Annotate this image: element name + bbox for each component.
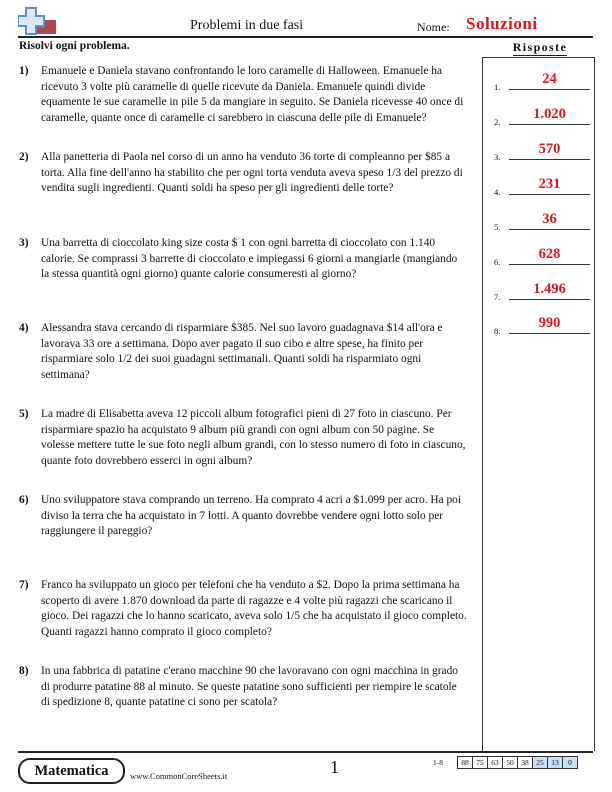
answer-value: 990 [538,315,561,331]
answer-line [509,124,590,125]
answer-number: 3. [494,152,501,162]
name-label: Nome: [417,20,450,34]
footer-divider [18,751,593,753]
answer-line [509,264,590,265]
score-cell: 0 [563,757,578,769]
page-title: Problemi in due fasi [190,18,304,33]
problem-number: 6) [19,494,29,506]
solutions-label: Soluzioni [466,14,538,33]
page-number: 1 [330,757,339,777]
answer-line [509,229,590,230]
answer-5 [490,212,590,232]
answer-number: 4. [494,187,501,197]
score-cell: 13 [548,757,563,769]
answer-line [509,333,590,334]
problem-5 [19,407,467,470]
problem-text: Uno sviluppatore stava comprando un terreno. Ha comprato 4 acri a $1.099 per acro. Ha poi diviso la terra che ha acquistato in 7 lotti. A quanto dovrebbe vendere ogni lotto solo per raggiungere il pareggio? [41,494,462,538]
problem-7 [19,578,467,641]
answers-header-label: Risposte [512,40,568,54]
header-divider [18,36,593,38]
answer-4 [490,177,590,197]
answer-1 [490,72,590,92]
answer-value: 1.020 [533,106,566,122]
problem-text: La madre di Elisabetta aveva 12 piccoli album fotografici pieni di 27 foto in ciascuno. Per risparmiare spazio ha acquistato 9 album più grandi con ogni album con 50 pagine. Se volesse mettere tutte le sue foto negli album grandi, con lo stesso numero di foto in ciascuno, quante foto dovrebbero esserci in ogni album? [41,408,466,468]
answer-line [509,89,590,90]
score-cell: 38 [518,757,533,769]
score-table [457,756,578,769]
score-cell: 75 [473,757,488,769]
answer-2 [490,107,590,127]
problem-number: 2) [19,151,29,163]
answer-number: 1. [494,82,501,92]
problem-6 [19,493,467,540]
answer-number: 6. [494,257,501,267]
logo-icon [18,6,58,38]
brand-badge: Matematica [18,758,125,784]
score-cell: 50 [503,757,518,769]
footer-url: www.CommonCoreSheets.it [130,771,228,781]
problem-2 [19,150,467,197]
answer-6 [490,247,590,267]
problem-number: 8) [19,665,29,677]
answer-value: 1.496 [533,281,566,297]
answer-value: 24 [542,71,557,87]
problem-3 [19,236,467,283]
score-cell: 63 [488,757,503,769]
answer-8 [490,316,590,336]
answer-number: 8. [494,326,501,336]
answer-line [509,194,590,195]
problem-number: 3) [19,237,29,249]
problem-number: 1) [19,65,29,77]
answer-number: 2. [494,117,501,127]
answers-header [490,40,590,55]
problem-number: 5) [19,408,29,420]
answer-7 [490,282,590,302]
problem-8 [19,664,467,711]
answer-3 [490,142,590,162]
problem-4 [19,321,467,384]
problem-number: 7) [19,579,29,591]
problem-text: In una fabbrica di patatine c'erano macchine 90 che lavoravano con ogni macchina in grado di produrre patatine 88 al minuto. Se queste patatine sono sufficienti per riempire le scatole di spedizione 8, quante patatine ci sono per scatola? [41,665,458,709]
score-cell: 25 [533,757,548,769]
instructions: Risolvi ogni problema. [19,40,130,52]
answer-line [509,299,590,300]
answer-number: 7. [494,292,501,302]
problem-text: Emanuele e Daniela stavano confrontando le loro caramelle di Halloween. Emanuele ha ricevuto 3 volte più caramelle di quelle ricevute da Daniela. Emanuele quindi divide equamente le sue caramelle in pile 5 da mangiare in seguito. Se Daniela ricevesse 40 once di caramelle, quante once di caramelle ci sarebbero in ciascuna delle pile di Emanuele? [41,65,464,125]
score-cell: 88 [458,757,473,769]
problem-1 [19,64,467,127]
problem-text: Alla panetteria di Paola nel corso di un anno ha venduto 36 torte di compleanno per $85 a torta. Alla fine dell'anno ha stabilito che per ogni torta venduta aveva speso 1/3 del prezzo di vendita sugli ingredienti. Quanti soldi ha speso per gli ingredienti delle torte? [41,151,463,195]
score-range: 1-8 [433,758,443,767]
answer-value: 36 [542,211,557,227]
problem-number: 4) [19,322,29,334]
answer-line [509,159,590,160]
problem-text: Alessandra stava cercando di risparmiare $385. Nel suo lavoro guadagnava $14 all'ora e lavorava 33 ore a settimana. Dopo aver pagato il suo cibo e altre spese, ha finito per risparmiare solo 1/2 dei suoi guadagni settimanali. Quanti soldi ha risparmiato ogni settimana? [41,322,443,382]
answer-value: 628 [538,246,561,262]
answer-value: 231 [538,176,561,192]
problem-text: Una barretta di cioccolato king size costa $ 1 con ogni barretta di cioccolato con 1.140 calorie. Se comprassi 3 barrette di cioccolato e impiegassi 6 giorni a mangiarle (mangiando la stessa quantità ogni giorno) quante calorie consumeresti al giorno? [41,237,458,281]
answer-number: 5. [494,222,501,232]
problem-text: Franco ha sviluppato un gioco per telefoni che ha venduto a $2. Dopo la prima settimana ha scoperto di avere 1.870 download da parte di ragazze e 4 volte più ragazzi che scaricano il gioco. Dei ragazzi che lo hanno scaricato, aveva solo 1/5 che ha acquistato il gioco completo. Quanti ragazzi hanno comprato il gioco completo? [41,579,467,639]
answer-value: 570 [538,141,561,157]
